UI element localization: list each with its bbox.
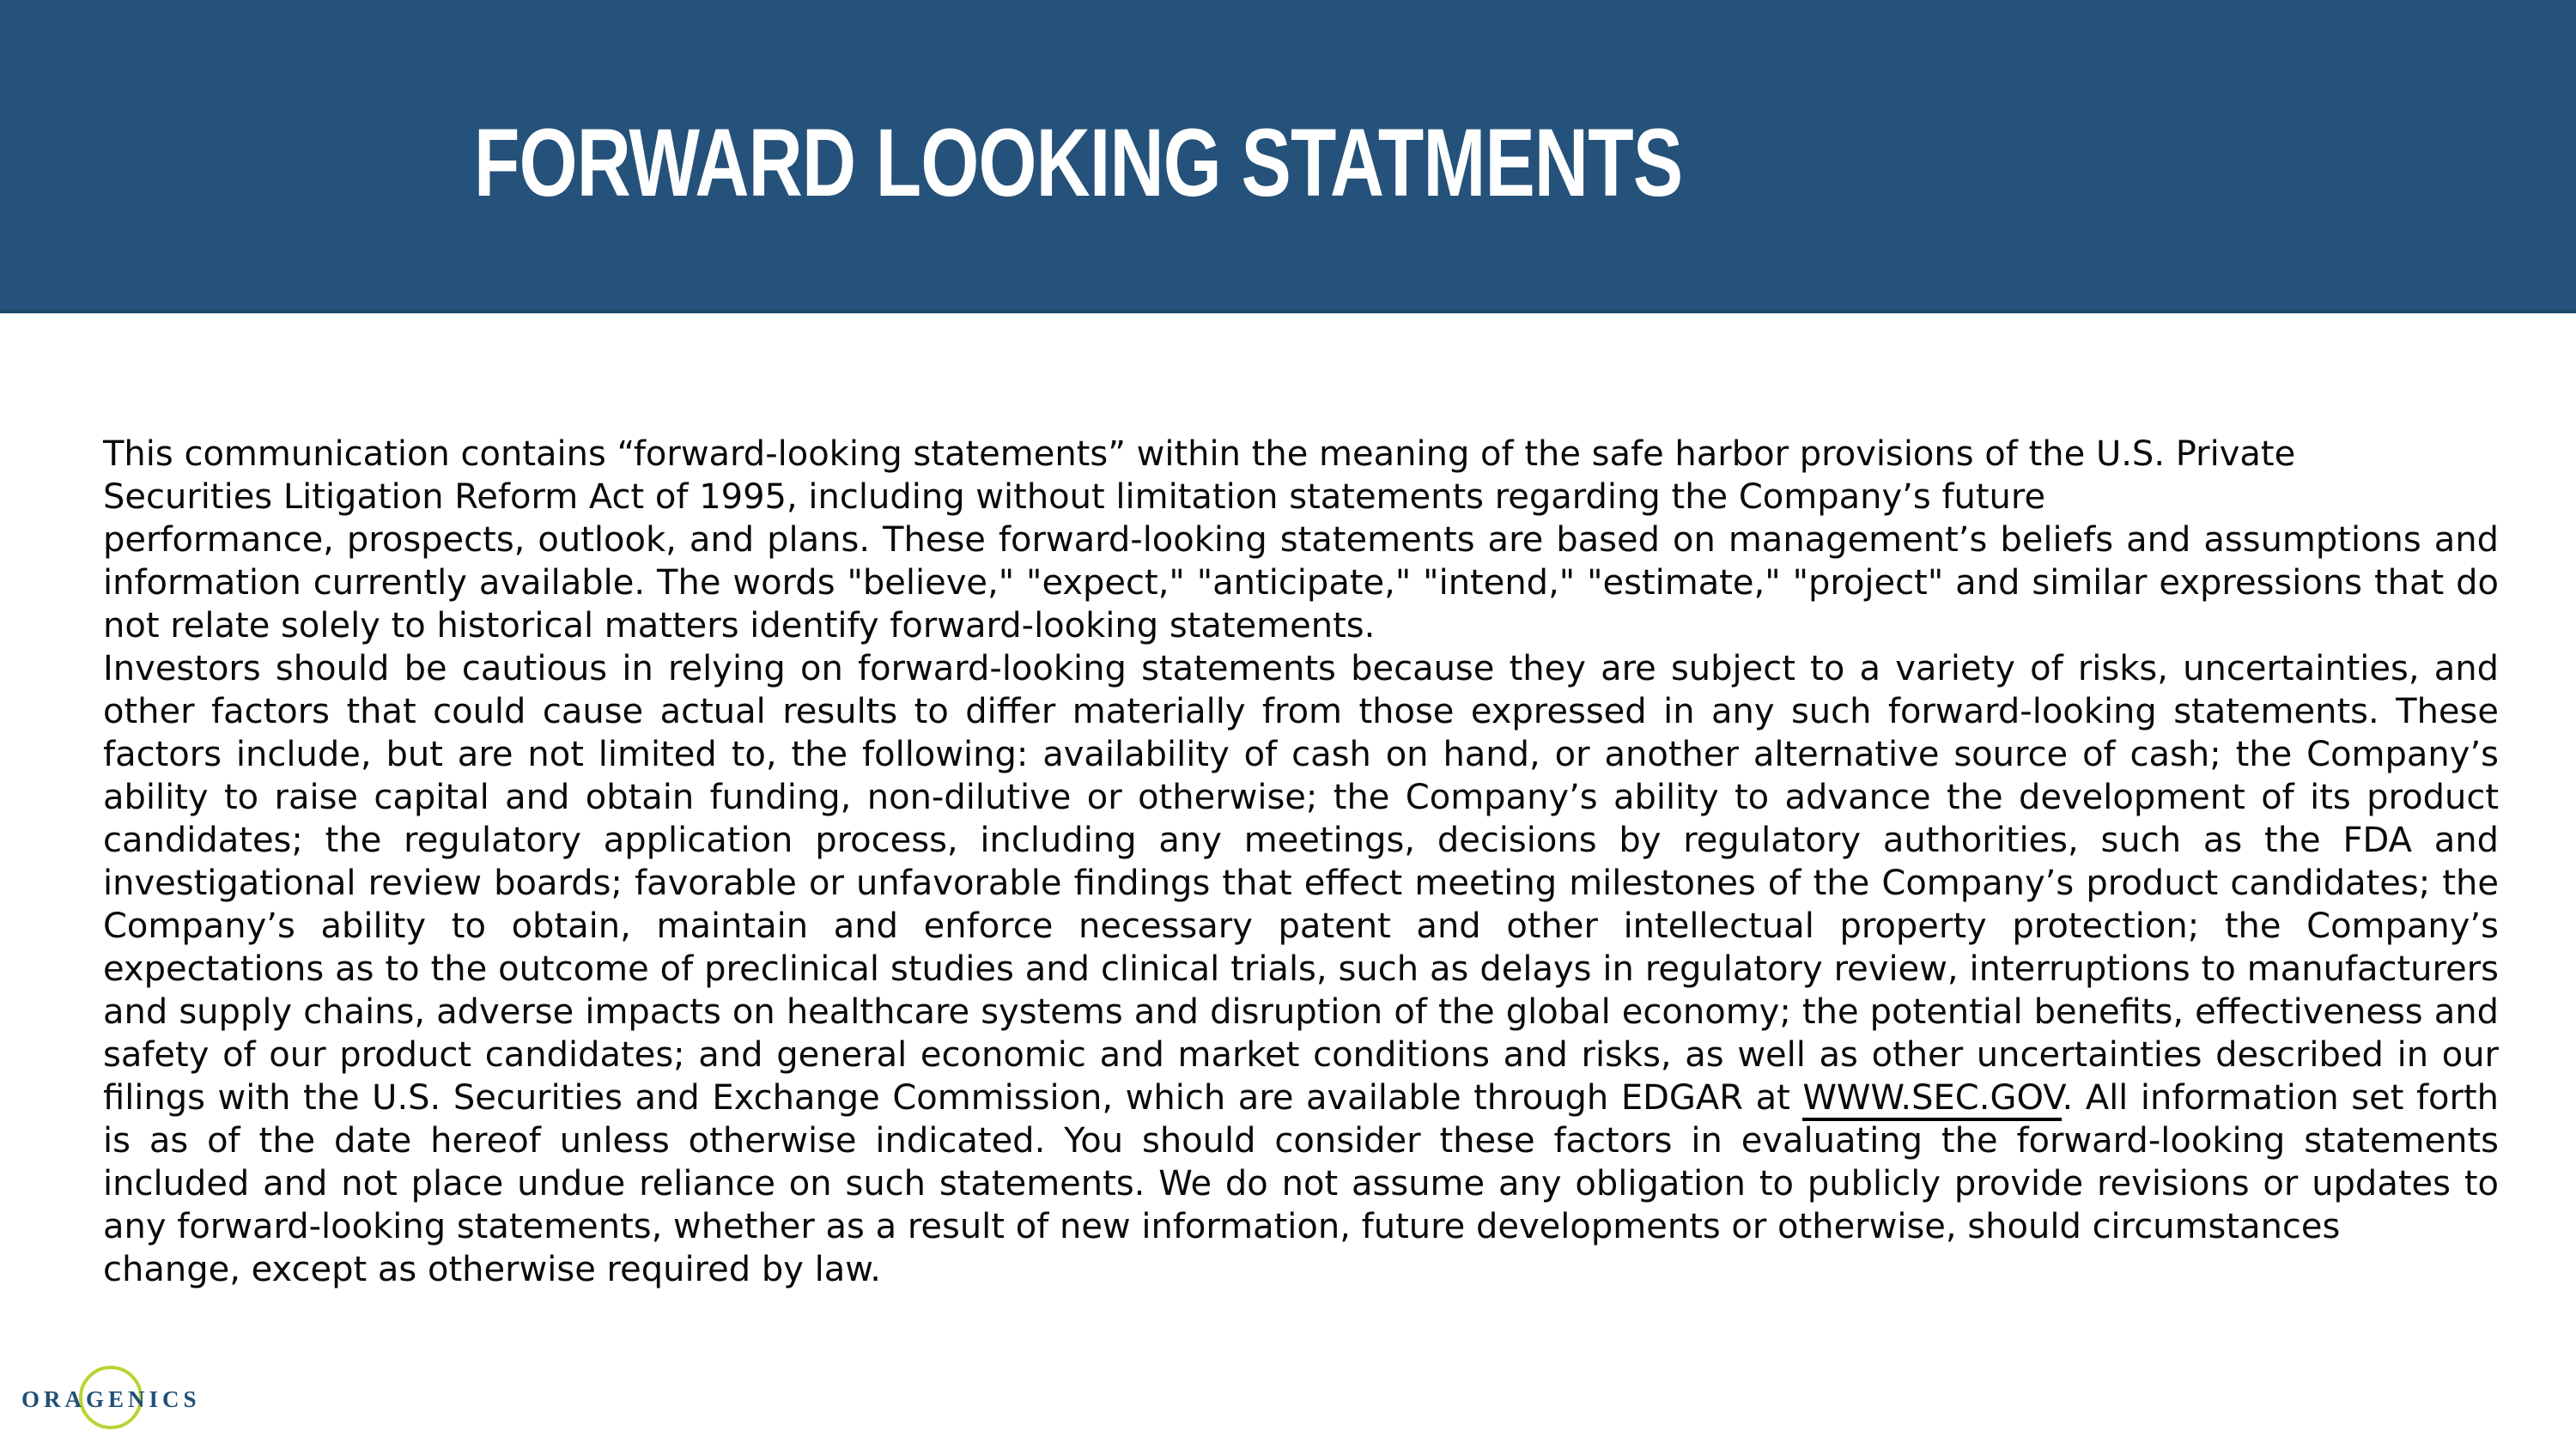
disclaimer-line-1: This communication contains “forward-looking statements” within the meaning of the safe harbor provisions of the U.S. Private bbox=[103, 434, 2296, 474]
disclaimer-paragraph-2-after-link: . All information set forth is as of the date hereof unless otherwise indicated. You should consider these factors in evaluating the forward-looking statements included and not place undue reliance on such statements. We do not assume any obligation to publicly provide revisions or updates to any forward-looking statements, whether as a result of new information, future developments or otherwise, should circumstances bbox=[103, 1078, 2499, 1246]
header-band bbox=[0, 0, 2576, 313]
disclaimer-line-2: Securities Litigation Reform Act of 1995, including without limitation statements regarding the Company’s future bbox=[103, 477, 2046, 517]
sec-gov-link[interactable]: WWW.SEC.GOV bbox=[1802, 1078, 2062, 1121]
logo-wordmark: ORAGENICS bbox=[21, 1386, 201, 1412]
disclaimer-closing-line: change, except as otherwise required by law. bbox=[103, 1250, 881, 1289]
page-title: FORWARD LOOKING STATMENTS bbox=[474, 109, 1683, 216]
oragenics-logo bbox=[0, 1356, 258, 1442]
disclaimer-paragraph-2-before-link: Investors should be cautious in relying on forward-looking statements because they are subject to a variety of risks, uncertainties, and other factors that could cause actual results to differ materially from those expressed in any such forward-looking statements. These factors include, but are not limited to, the following: availability of cash on hand, or another alternative source of cash; the Company’s ability to raise capital and obtain funding, non-dilutive or otherwise; the Company’s ability to advance the development of its product candidates; the regulatory application process, including any meetings, decisions by regulatory authorities, such as the FDA and investigational review boards; favorable or unfavorable findings that effect meeting milestones of the Company’s product candidates; the Company’s ability to obtain, maintain and enforce necessary patent and other intellectual property protection; the Company’s expectations as to the outcome of preclinical studies and clinical trials, such as delays in regulatory review, interruptions to manufacturers and supply chains, adverse impacts on healthcare systems and disruption of the global economy; the potential benefits, effectiveness and safety of our product candidates; and general economic and market conditions and risks, as well as other uncertainties described in our filings with the U.S. Securities and Exchange Commission, which are available through EDGAR at bbox=[103, 649, 2499, 1118]
disclaimer-paragraph-1-rest: performance, prospects, outlook, and plans. These forward-looking statements are based on management’s beliefs and assumptions and information currently available. The words "believe," "expect," "anticipate," "intend," "estimate," "project" and similar expressions that do not relate solely to historical matters identify forward-looking statements. bbox=[103, 520, 2499, 646]
disclaimer-text bbox=[103, 433, 2499, 1291]
